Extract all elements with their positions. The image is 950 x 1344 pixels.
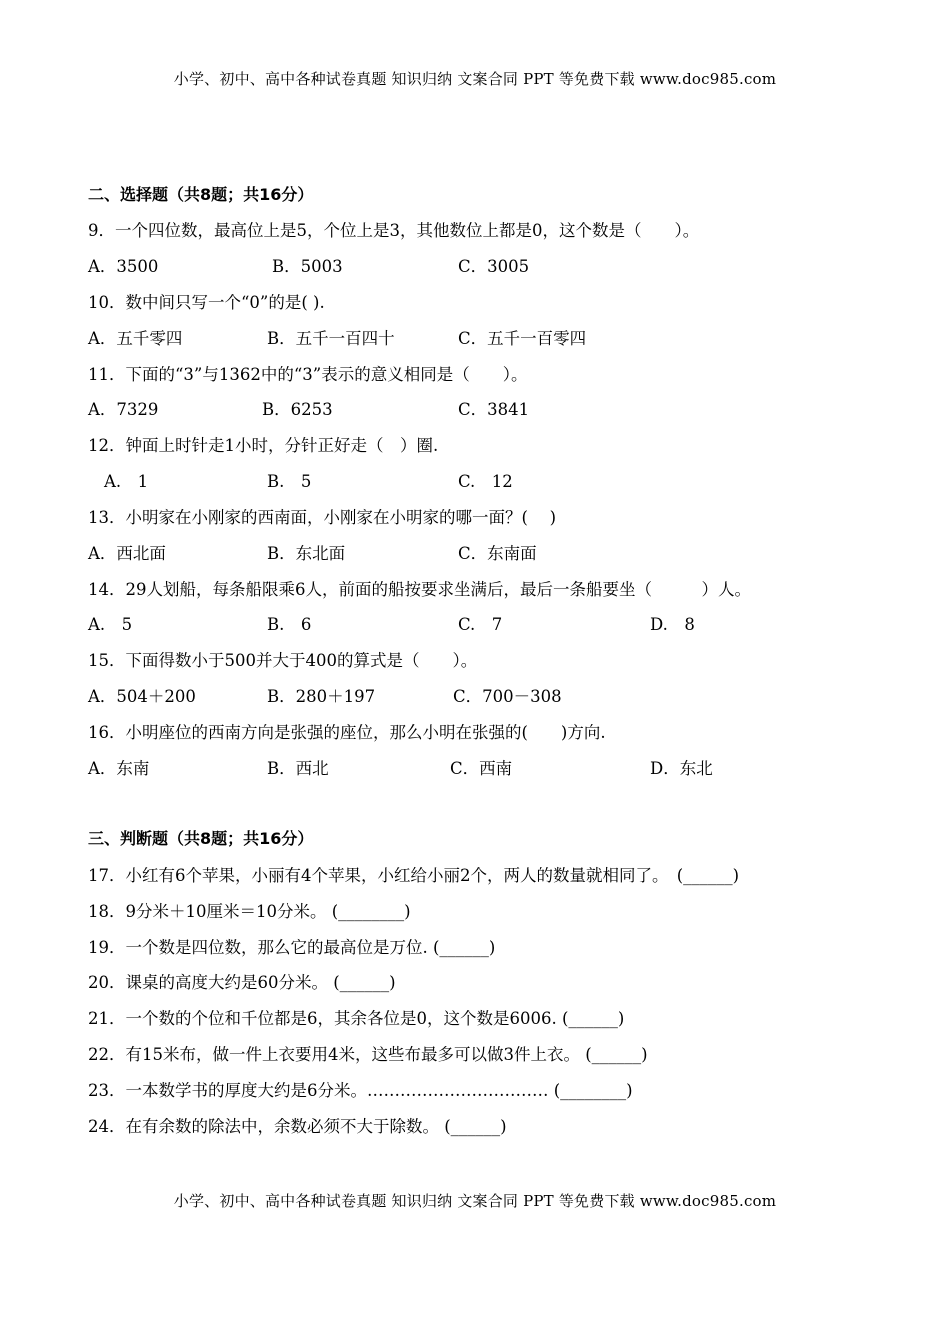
question-14: 14．29人划船，每条船限乘6人，前面的船按要求坐满后，最后一条船要坐（ ）人。 — [88, 580, 751, 599]
q12-option-a: A. 1 — [104, 472, 149, 491]
question-17: 17．小红有6个苹果，小丽有4个苹果，小红给小丽2个，两人的数量就相同了。 (______) — [88, 866, 740, 885]
q11-option-c: C．3841 — [458, 400, 530, 419]
question-16: 16．小明座位的西南方向是张强的座位，那么小明在张强的( )方向. — [88, 723, 606, 742]
q13-option-a: A．西北面 — [88, 544, 166, 563]
question-23: 23．一本数学书的厚度大约是6分米。…………………………… (________) — [88, 1081, 633, 1100]
question-21: 21．一个数的个位和千位都是6，其余各位是0，这个数是6006. (______) — [88, 1009, 625, 1028]
section-title-judge: 三、判断题（共8题；共16分） — [88, 829, 314, 848]
q14-option-c: C. 7 — [458, 615, 503, 634]
question-20: 20．课桌的高度大约是60分米。 (______) — [88, 973, 396, 992]
q16-option-d: D．东北 — [650, 759, 713, 778]
q11-option-b: B．6253 — [262, 400, 333, 419]
q14-option-b: B. 6 — [267, 615, 312, 634]
question-11: 11．下面的“3”与1362中的“3”表示的意义相同是（ ）。 — [88, 365, 528, 384]
q15-option-c: C．700－308 — [453, 687, 562, 706]
q13-option-b: B．东北面 — [267, 544, 346, 563]
q10-option-b: B．五千一百四十 — [267, 329, 395, 348]
q12-option-b: B. 5 — [267, 472, 312, 491]
q13-option-c: C．东南面 — [458, 544, 537, 563]
q12-option-c: C. 12 — [458, 472, 513, 491]
question-15: 15．下面得数小于500并大于400的算式是（ ）。 — [88, 651, 478, 670]
question-13: 13．小明家在小刚家的西南面，小刚家在小明家的哪一面？( ) — [88, 508, 557, 527]
q16-option-b: B．西北 — [267, 759, 329, 778]
q16-option-c: C．西南 — [450, 759, 513, 778]
question-22: 22．有15米布，做一件上衣要用4米，这些布最多可以做3件上衣。 (______) — [88, 1045, 648, 1064]
question-12: 12．钟面上时针走1小时，分针正好走（ ）圈. — [88, 436, 439, 455]
page-header: 小学、初中、高中各种试卷真题 知识归纳 文案合同 PPT 等免费下载 www.doc985.com — [173, 70, 777, 88]
question-10: 10．数中间只写一个“0”的是( ). — [88, 293, 325, 312]
q10-option-a: A．五千零四 — [88, 329, 183, 348]
q9-option-c: C．3005 — [458, 257, 530, 276]
question-9: 9．一个四位数，最高位上是5，个位上是3，其他数位上都是0，这个数是（ ）。 — [88, 221, 700, 240]
question-19: 19．一个数是四位数，那么它的最高位是万位. (______) — [88, 938, 496, 957]
q16-option-a: A．东南 — [88, 759, 150, 778]
question-24: 24．在有余数的除法中，余数必须不大于除数。 (______) — [88, 1117, 507, 1136]
q14-option-d: D. 8 — [650, 615, 695, 634]
section-title-choice: 二、选择题（共8题；共16分） — [88, 185, 314, 204]
q15-option-b: B．280＋197 — [267, 687, 376, 706]
q15-option-a: A．504＋200 — [88, 687, 196, 706]
q9-option-b: B．5003 — [272, 257, 343, 276]
page-footer: 小学、初中、高中各种试卷真题 知识归纳 文案合同 PPT 等免费下载 www.doc985.com — [173, 1192, 777, 1210]
question-18: 18．9分米＋10厘米＝10分米。 (________) — [88, 902, 411, 921]
q10-option-c: C．五千一百零四 — [458, 329, 587, 348]
q9-option-a: A．3500 — [88, 257, 159, 276]
q14-option-a: A. 5 — [88, 615, 133, 634]
q11-option-a: A．7329 — [88, 400, 159, 419]
